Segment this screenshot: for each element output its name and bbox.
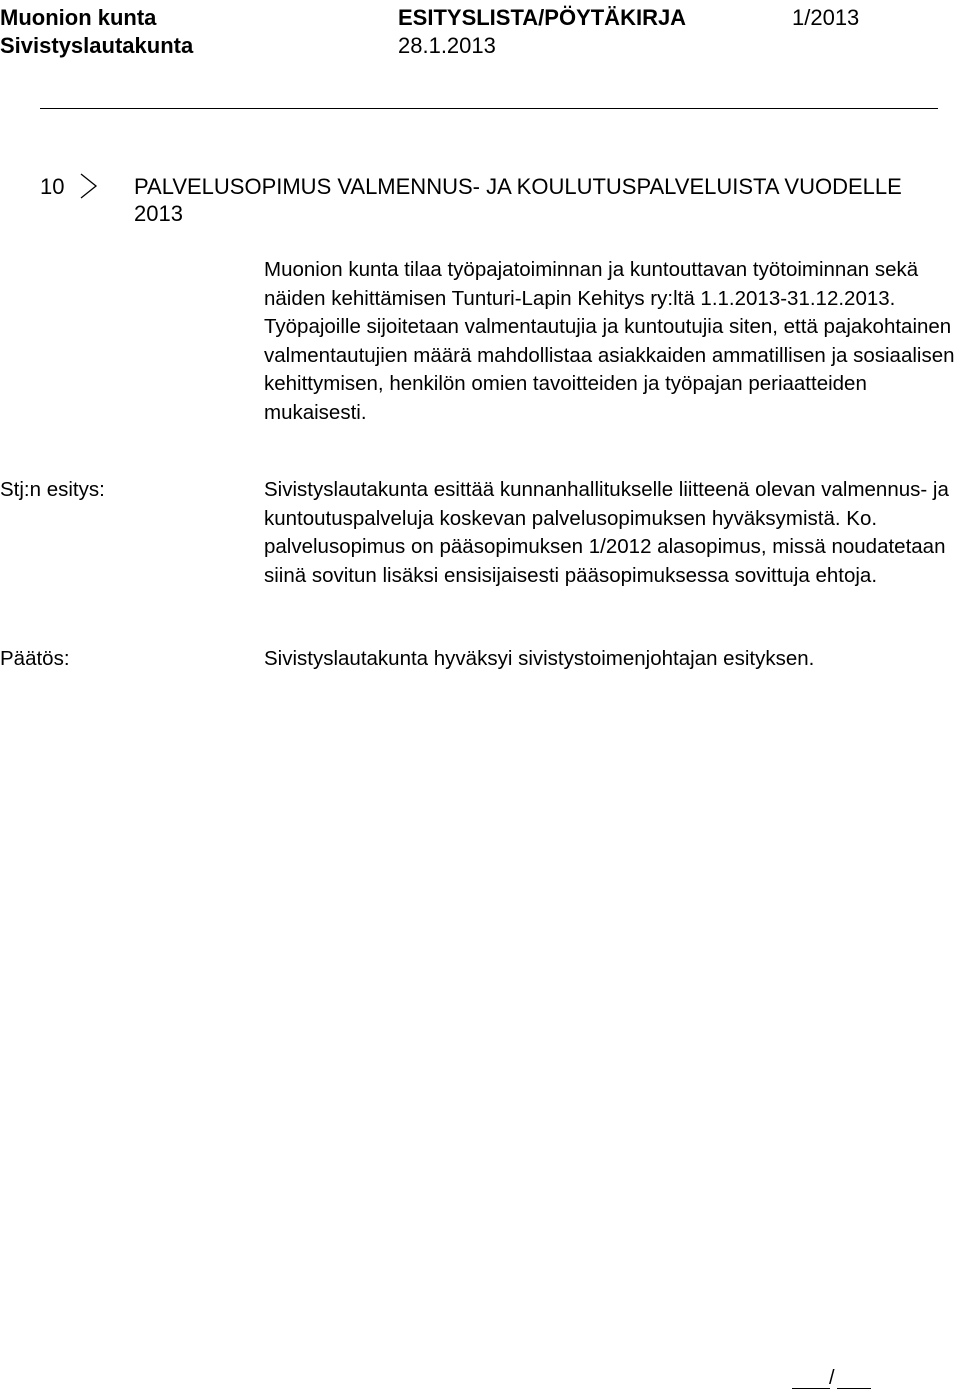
header-date: 28.1.2013 xyxy=(398,33,496,58)
signature-blank-right xyxy=(837,1388,871,1389)
signature-separator: / xyxy=(829,1367,835,1389)
header-divider xyxy=(40,108,938,109)
header-committee: Sivistyslautakunta xyxy=(0,33,194,58)
intro-paragraph: Muonion kunta tilaa työpajatoiminnan ja kuntouttavan työtoiminnan sekä näiden kehittämisen Tunturi-Lapin Kehitys ry:ltä 1.1.2013-31.12.2013. Työpajoille sijoitetaan valmentautujia ja kuntoutujia siten, että pajakohtainen valmentautujien määrä mahdollistaa asiakkaiden ammatillisen ja sosiaalisen kehittymisen, henkilön omien tavoitteiden ja työpajan periaatteiden mukaisesti. xyxy=(264,258,955,424)
decision-label: Päätös: xyxy=(0,647,70,670)
section-number: 10 xyxy=(40,174,65,199)
proposal-label: Stj:n esitys: xyxy=(0,478,105,501)
signature-initials-line xyxy=(792,1366,880,1390)
section-sign-icon xyxy=(78,171,100,201)
decision-paragraph: Sivistyslautakunta hyväksyi sivistystoimenjohtajan esityksen. xyxy=(264,647,815,670)
proposal-paragraph: Sivistyslautakunta esittää kunnanhallitukselle liitteenä olevan valmennus- ja kuntoutuspalveluja koskevan palvelusopimuksen hyväksymistä. Ko. palvelusopimus on pääsopimuksen 1/2012 alasopimus, missä noudatetaan siinä sovitun lisäksi ensisijaisesti pääsopimuksessa sovittuja ehtoja. xyxy=(264,478,949,587)
signature-blank-left xyxy=(792,1388,830,1389)
header-page-number: 1/2013 xyxy=(792,5,860,30)
header-document-type: ESITYSLISTA/PÖYTÄKIRJA xyxy=(398,5,687,30)
section-title: PALVELUSOPIMUS VALMENNUS- JA KOULUTUSPALVELUISTA VUODELLE 2013 xyxy=(134,174,902,226)
header-organization: Muonion kunta xyxy=(0,5,157,30)
